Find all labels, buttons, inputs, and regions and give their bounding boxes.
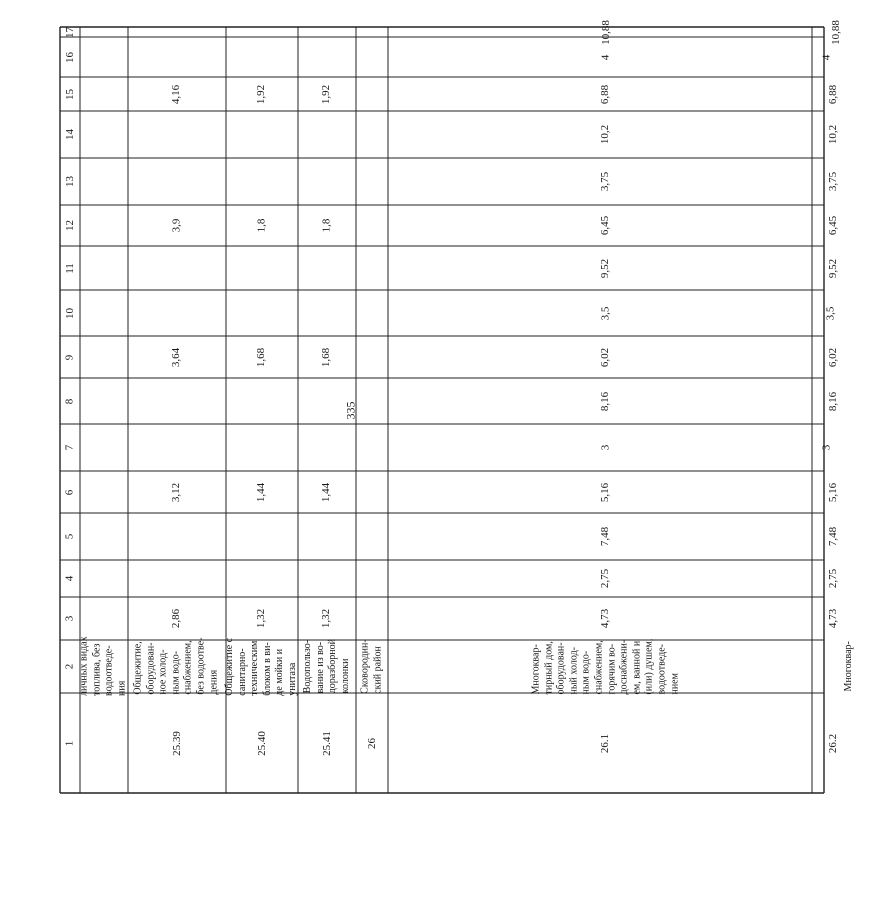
table-cell [226, 597, 298, 640]
cell-text: 6,02 [827, 347, 840, 367]
cell-text: 3,75 [599, 171, 612, 192]
cell-text: 1,92 [320, 84, 333, 104]
cell-text: 7 [63, 444, 76, 451]
cell-text: 2 [63, 663, 76, 670]
table-cell [388, 513, 824, 560]
table-cell [388, 158, 824, 205]
cell-text: 26.1 [599, 733, 612, 753]
cell-text: 6,02 [599, 347, 612, 367]
cell-text: 16 [63, 51, 76, 63]
table-cell [128, 597, 226, 640]
cell-text: 3 [63, 615, 76, 622]
table-cell [824, 560, 843, 597]
row-description [388, 640, 824, 693]
column-number [60, 640, 80, 693]
row-code [298, 693, 356, 793]
table-cell [388, 597, 824, 640]
table-cell [226, 205, 298, 246]
cell-text: 4,73 [827, 608, 840, 629]
cell-text: 26.2 [827, 733, 840, 753]
column-number [60, 290, 80, 336]
cell-text: 1,92 [255, 84, 268, 104]
cell-text: 3 [820, 444, 833, 451]
cell-text: 1,32 [320, 608, 333, 629]
row-code [356, 693, 388, 793]
table-cell [298, 597, 356, 640]
table-cell [388, 246, 824, 290]
table-cell [824, 77, 843, 111]
cell-text: 5,16 [827, 482, 840, 502]
cell-text: 4 [63, 575, 76, 582]
cell-text: Сковородин- ский район [359, 639, 384, 694]
cell-text: Многоквар- [842, 641, 854, 692]
row-code [128, 693, 226, 793]
cell-text: 7,48 [827, 526, 840, 547]
cell-text: 3,75 [827, 171, 840, 192]
column-number [60, 158, 80, 205]
table-cell [824, 378, 843, 424]
table-cell [388, 205, 824, 246]
column-number [60, 693, 80, 793]
column-number [60, 378, 80, 424]
row-code [388, 693, 824, 793]
table-cell [128, 471, 226, 513]
cell-text: Водопользо- вание из во- доразборной колонки [301, 639, 351, 694]
cell-text: 3,5 [824, 306, 837, 320]
table-cell [820, 37, 833, 77]
row-code [226, 693, 298, 793]
column-number [60, 111, 80, 158]
column-number [60, 513, 80, 560]
cell-text: 9,52 [599, 258, 612, 278]
table-cell [824, 336, 843, 378]
cell-text: 8,16 [827, 391, 840, 411]
cell-text: 5,16 [599, 482, 612, 502]
cell-text: 1,8 [320, 218, 333, 233]
table-cell [128, 77, 226, 111]
cell-text: 10,88 [599, 19, 612, 45]
cell-text: 25.39 [170, 730, 183, 756]
cell-text: 9,52 [827, 258, 840, 278]
table-cell [824, 246, 843, 290]
table-cell [824, 471, 843, 513]
table-cell [388, 378, 824, 424]
cell-text: 6,45 [599, 215, 612, 236]
page-number: 335 [343, 401, 358, 420]
cell-text: 7,48 [599, 526, 612, 547]
table-cell [226, 471, 298, 513]
column-number [60, 246, 80, 290]
table-cell [388, 336, 824, 378]
table-cell [298, 205, 356, 246]
table-cell [298, 77, 356, 111]
table-cell [824, 597, 843, 640]
cell-text: 1,44 [320, 482, 333, 502]
cell-text: 25.40 [255, 730, 268, 756]
column-number [60, 424, 80, 471]
row-code [824, 693, 843, 793]
cell-text: 12 [63, 220, 76, 231]
column-number [60, 205, 80, 246]
cell-text: 6 [63, 489, 76, 495]
cell-text: 1,32 [255, 608, 268, 629]
cell-text: 4,73 [599, 608, 612, 629]
cell-text: 25.41 [320, 730, 333, 756]
cell-text: 10,88 [829, 19, 842, 45]
cell-text: 4,16 [170, 84, 183, 104]
cell-text: 1,8 [255, 218, 268, 233]
cell-text: 6,45 [827, 215, 840, 236]
column-number [60, 37, 80, 77]
cell-text: 14 [63, 129, 76, 140]
table-cell [388, 19, 824, 45]
table-cell [824, 19, 849, 45]
cell-text: 13 [63, 176, 76, 187]
table-cell [298, 336, 356, 378]
cell-text: 17 [63, 26, 76, 38]
cell-text: 15 [63, 88, 76, 100]
cell-text: 8 [63, 398, 76, 404]
table-cell [824, 513, 843, 560]
table-cell [388, 471, 824, 513]
table-cell [388, 77, 824, 111]
table-cell [128, 205, 226, 246]
table-cell [824, 205, 843, 246]
cell-text: 6,88 [827, 84, 840, 104]
cell-text: 4 [820, 54, 833, 60]
column-number [60, 560, 80, 597]
row-description [298, 640, 356, 693]
table-cell [824, 290, 838, 336]
column-number [60, 77, 80, 111]
row-description [356, 640, 388, 693]
cell-text: 3,9 [170, 218, 183, 233]
cell-text: 1,68 [320, 347, 333, 367]
column-number [60, 336, 80, 378]
cell-text: Общежитие, оборудован- ное холод- ным водо- снабжением, без водоотве- дения [132, 637, 220, 696]
cell-text: Общежитие с санитарно- техническим блоком в ви- де мойки и унитаза [224, 637, 299, 696]
cell-text: 10 [63, 307, 76, 319]
cell-text: 3 [599, 444, 612, 451]
cell-text: 11 [63, 262, 76, 274]
column-number [60, 471, 80, 513]
cell-text: 4 [599, 54, 612, 60]
cell-text: 5 [63, 533, 76, 540]
cell-text: 6,88 [599, 84, 612, 104]
column-number [60, 597, 80, 640]
cell-text: 9 [63, 354, 76, 360]
table-cell [388, 290, 824, 336]
table-cell [226, 77, 298, 111]
cell-text: личных видах топлива, без водоотведе- ния [78, 636, 128, 697]
table-cell [128, 336, 226, 378]
cell-text: 8,16 [599, 391, 612, 411]
cell-text: 1,44 [255, 482, 268, 502]
cell-text: 2,75 [599, 568, 612, 589]
table-cell [298, 471, 356, 513]
table-cell [226, 336, 298, 378]
row-description [224, 637, 299, 696]
cell-text: 1 [63, 740, 76, 746]
table-cell [824, 111, 843, 158]
table-cell [388, 111, 824, 158]
cell-text: 2,75 [827, 568, 840, 589]
table-cell [820, 424, 833, 471]
cell-text: 3,64 [170, 347, 183, 367]
cell-text: 3,5 [599, 306, 612, 320]
cell-text: 10,2 [599, 124, 612, 145]
column-number [60, 27, 80, 37]
cell-text: 3,12 [170, 482, 183, 502]
table-cell [388, 424, 824, 471]
cell-text: 26 [365, 737, 378, 749]
cell-text: 2,86 [170, 608, 183, 629]
cell-text: 10,2 [827, 124, 840, 145]
cell-text: 1,68 [255, 347, 268, 367]
table-cell [824, 158, 843, 205]
row-description [128, 637, 226, 696]
table-cell [388, 560, 824, 597]
row-description [824, 640, 874, 693]
cell-text: Многоквар- тирный дом, оборудован- ный холод- ным водо- снабжением, горячим во- доснабжени- ем, ванной и (или) душем, водоотведе- нием [530, 638, 680, 695]
row-description [78, 636, 128, 697]
